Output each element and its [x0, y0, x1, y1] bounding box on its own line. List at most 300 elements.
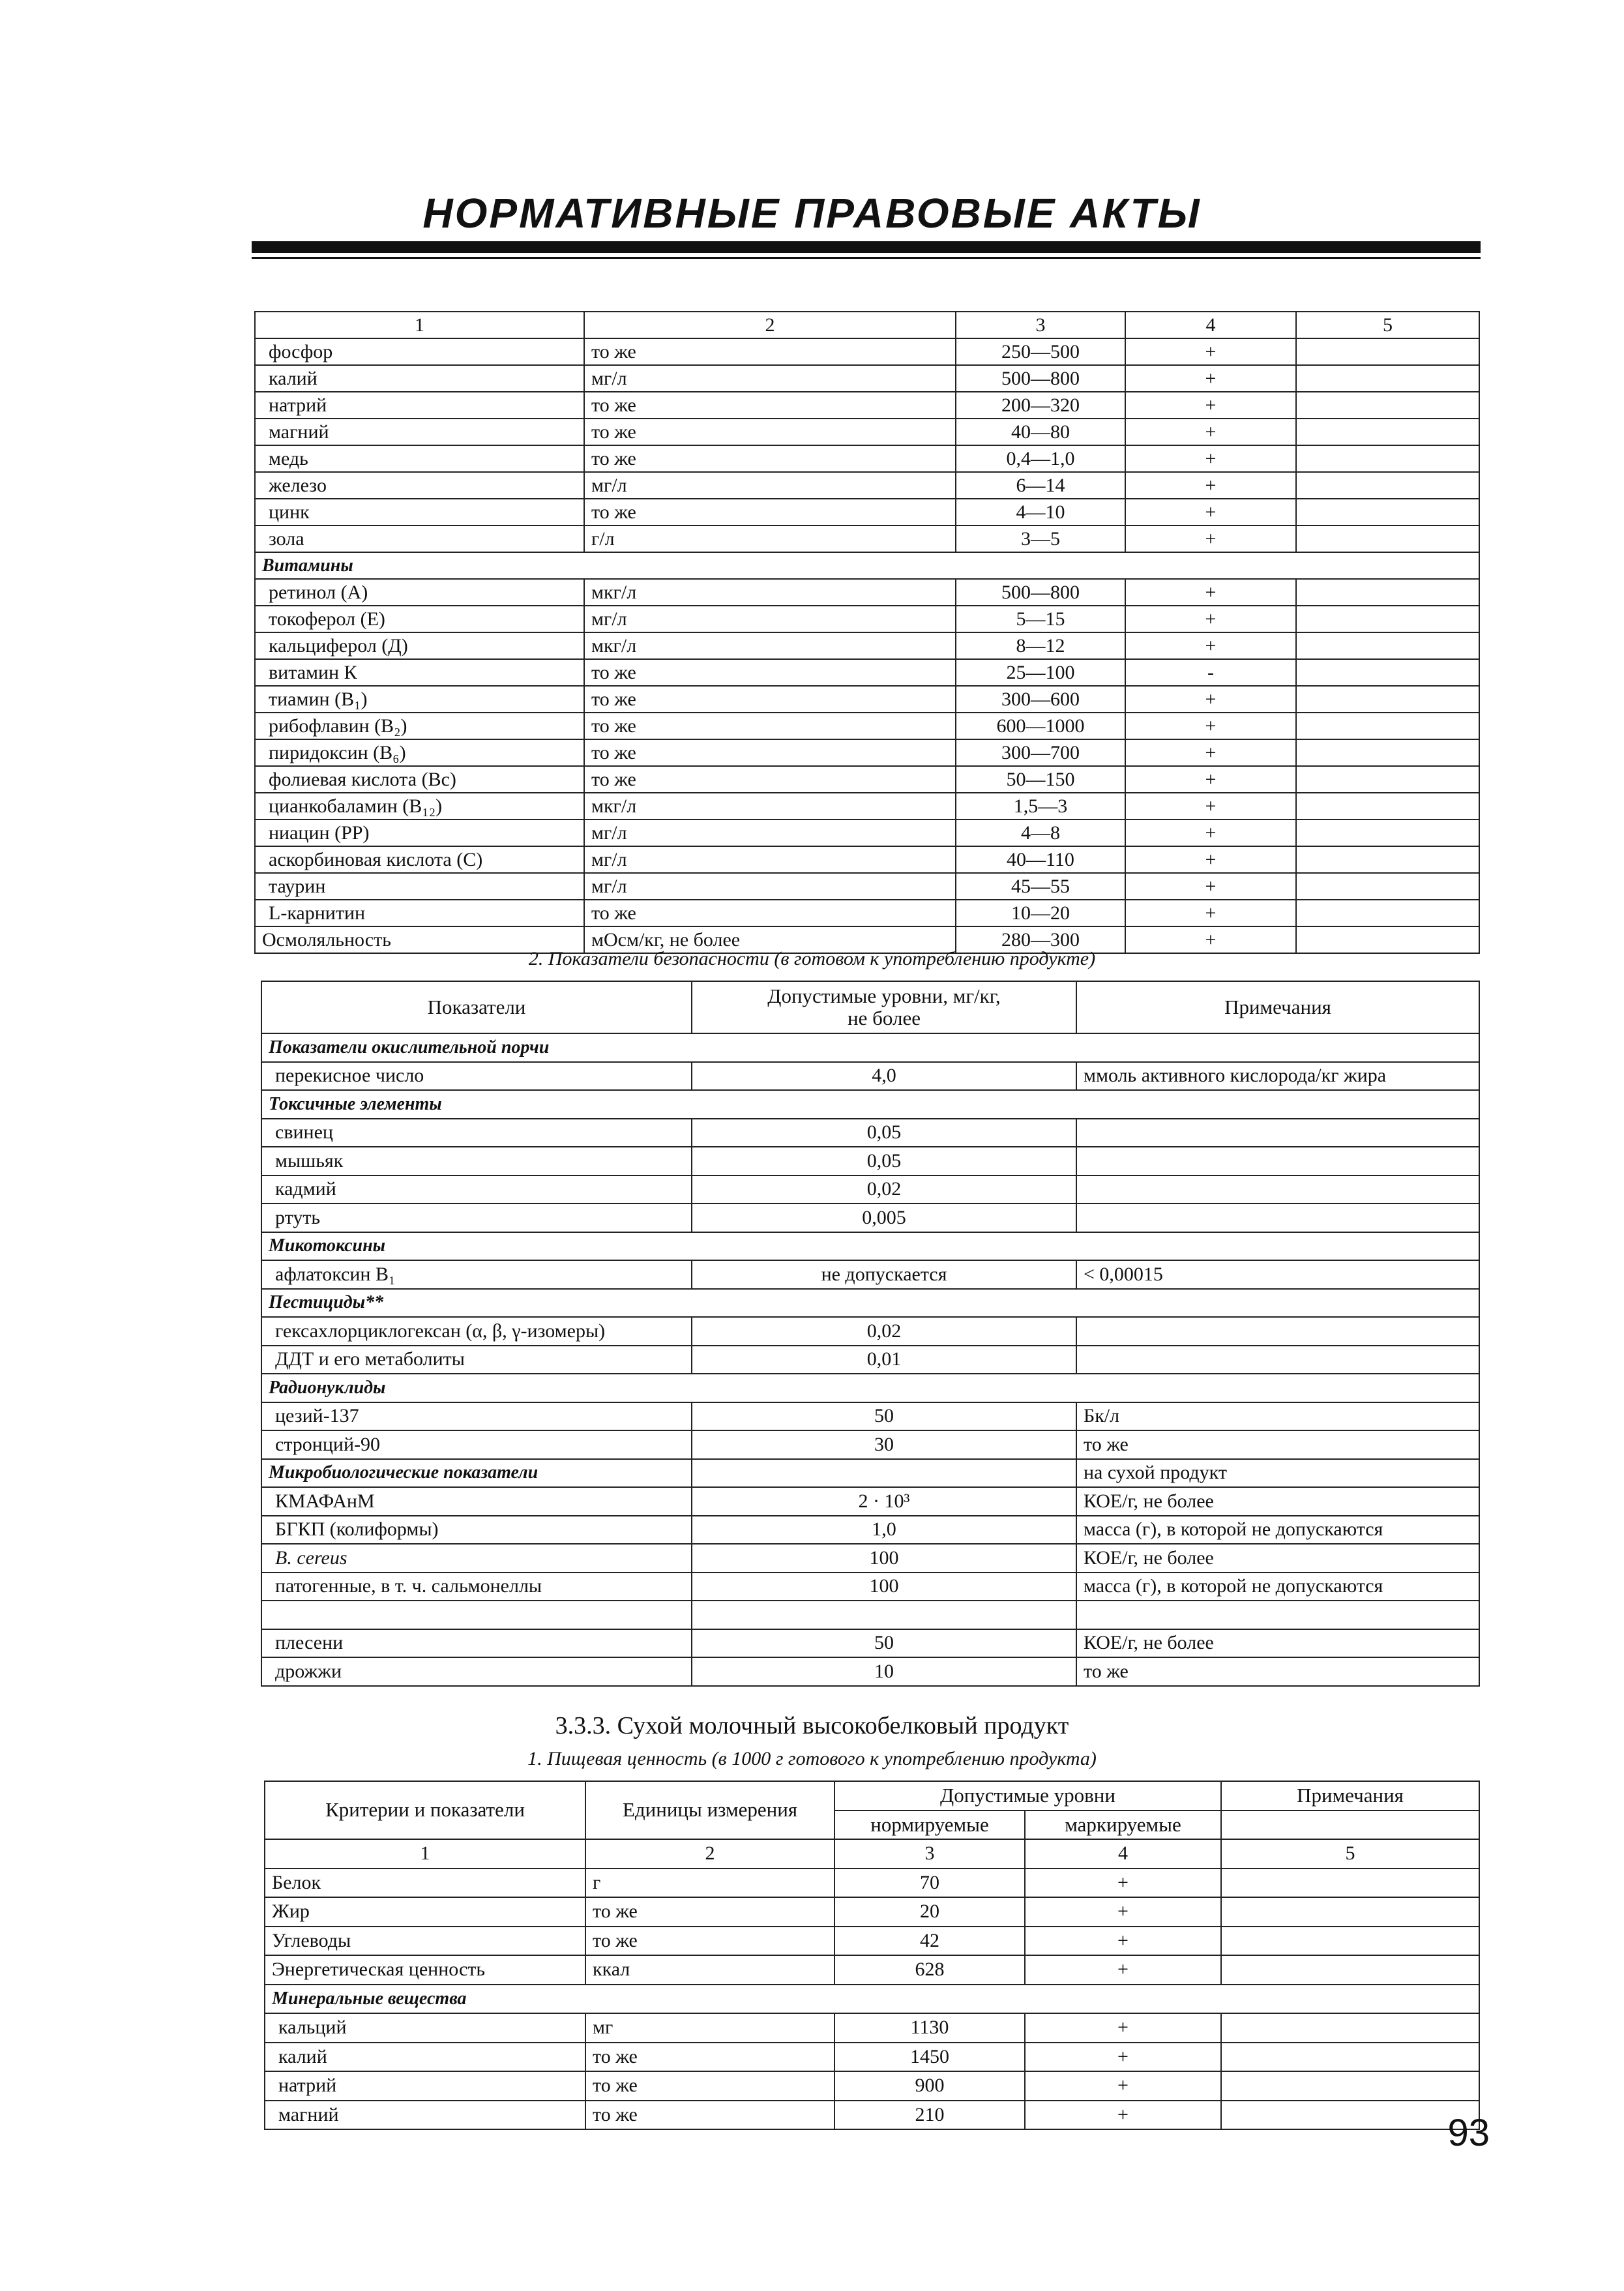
table-row [255, 846, 1479, 873]
range: 50—150 [956, 766, 1125, 793]
section-radionuclides: Радионуклиды [261, 1374, 1479, 1402]
note-cell [1076, 1346, 1479, 1374]
table-row [255, 659, 1479, 686]
indicator-name: стронций-90 [261, 1430, 692, 1459]
note-cell [1296, 445, 1479, 472]
nutrient-name: медь [255, 445, 584, 472]
note-cell [1296, 686, 1479, 713]
header-criteria: Критерии и показатели [265, 1781, 585, 1839]
unit: то же [584, 392, 956, 419]
labeled-mark: + [1025, 2101, 1221, 2130]
labeled-mark: + [1125, 606, 1296, 632]
section-note: на сухой продукт [1076, 1459, 1479, 1488]
labeled-mark: + [1025, 1869, 1221, 1898]
section-row [261, 1033, 1479, 1062]
note-cell [1221, 2013, 1479, 2043]
section-row [261, 1459, 1479, 1488]
unit: то же [585, 2071, 834, 2101]
normed-value: 70 [834, 1869, 1025, 1898]
section-row [261, 1232, 1479, 1261]
range: 200—320 [956, 392, 1125, 419]
permitted-level: 0,02 [692, 1317, 1076, 1346]
unit: мг/л [584, 820, 956, 846]
table-row [255, 900, 1479, 926]
table-column-numbers-row [265, 1839, 1479, 1869]
range: 40—110 [956, 846, 1125, 873]
note-cell [1296, 713, 1479, 739]
table-row [255, 632, 1479, 659]
permitted-level: 100 [692, 1544, 1076, 1573]
table-row [255, 766, 1479, 793]
note-cell [1221, 2043, 1479, 2072]
nutrient-name: витамин К [255, 659, 584, 686]
unit: мг/л [584, 873, 956, 900]
table-row [255, 739, 1479, 766]
unit: мг [585, 2013, 834, 2043]
note-cell: масса (г), в которой не допускаются [1076, 1516, 1479, 1545]
indicator-name: ДДТ и его метаболиты [261, 1346, 692, 1374]
normed-value: 1450 [834, 2043, 1025, 2072]
indicator-name: патогенные, в т. ч. сальмонеллы [261, 1573, 692, 1601]
column-number: 2 [585, 1839, 834, 1869]
nutrient-name: токоферол (Е) [255, 606, 584, 632]
permitted-level: 4,0 [692, 1062, 1076, 1091]
unit: мг/л [584, 606, 956, 632]
range: 40—80 [956, 419, 1125, 445]
table-row [255, 499, 1479, 525]
criterion-name: Жир [265, 1897, 585, 1927]
table-row [261, 1346, 1479, 1374]
unit: ккал [585, 1955, 834, 1985]
labeled-mark: + [1125, 338, 1296, 365]
labeled-mark: + [1125, 926, 1296, 953]
indicator-name: афлатоксин B₁ [261, 1260, 692, 1289]
permitted-level: 0,01 [692, 1346, 1076, 1374]
nutrient-name: натрий [255, 392, 584, 419]
note-cell [1296, 365, 1479, 392]
labeled-mark: + [1025, 1927, 1221, 1956]
table-row [255, 338, 1479, 365]
empty-cell [692, 1601, 1076, 1629]
table-row [255, 472, 1479, 499]
header-levels-line1: Допустимые уровни, мг/кг, [767, 984, 1001, 1007]
range: 8—12 [956, 632, 1125, 659]
note-cell [1076, 1204, 1479, 1232]
indicator-name: мышьяк [261, 1147, 692, 1175]
unit: мг/л [584, 846, 956, 873]
nutrient-name: пиридоксин (B₆) [255, 739, 584, 766]
column-number: 4 [1025, 1839, 1221, 1869]
nutrient-name: рибофлавин (B₂) [255, 713, 584, 739]
table-row [261, 1487, 1479, 1516]
permitted-level: 0,02 [692, 1175, 1076, 1204]
labeled-mark: + [1125, 392, 1296, 419]
note-cell: то же [1076, 1657, 1479, 1686]
unit: то же [584, 419, 956, 445]
range: 300—600 [956, 686, 1125, 713]
normed-value: 42 [834, 1927, 1025, 1956]
indicator-name: ртуть [261, 1204, 692, 1232]
permitted-level: 50 [692, 1402, 1076, 1431]
unit: то же [585, 1927, 834, 1956]
note-cell [1221, 1869, 1479, 1898]
criterion-name: кальций [265, 2013, 585, 2043]
section-vitamins: Витамины [255, 552, 1479, 579]
unit: мг/л [584, 365, 956, 392]
section-row [261, 1090, 1479, 1119]
table-row [261, 1657, 1479, 1686]
note-cell [1296, 419, 1479, 445]
labeled-mark: + [1125, 445, 1296, 472]
table-row [261, 1430, 1479, 1459]
header-rule [252, 241, 1481, 259]
note-cell [1296, 606, 1479, 632]
range: 0,4—1,0 [956, 445, 1125, 472]
labeled-mark: + [1125, 766, 1296, 793]
column-number: 3 [956, 312, 1125, 338]
note-cell [1296, 392, 1479, 419]
criterion-name: Углеводы [265, 1927, 585, 1956]
table-row [261, 1260, 1479, 1289]
section-row [261, 1289, 1479, 1318]
page-number: 93 [1447, 2112, 1490, 2154]
nutrient-table [254, 311, 1480, 954]
labeled-mark: + [1125, 793, 1296, 820]
range: 300—700 [956, 739, 1125, 766]
permitted-level: 10 [692, 1657, 1076, 1686]
unit: то же [584, 713, 956, 739]
column-number: 3 [834, 1839, 1025, 1869]
criterion-name: Энергетическая ценность [265, 1955, 585, 1985]
note-cell [1221, 2071, 1479, 2101]
table-row [255, 713, 1479, 739]
permitted-level: 50 [692, 1629, 1076, 1658]
table-row [255, 445, 1479, 472]
labeled-mark: + [1025, 2071, 1221, 2101]
nutrient-name: таурин [255, 873, 584, 900]
labeled-mark: + [1025, 2043, 1221, 2072]
header-notes-empty [1221, 1811, 1479, 1840]
unit: мОсм/кг, не более [584, 926, 956, 953]
note-cell [1296, 659, 1479, 686]
note-cell [1296, 873, 1479, 900]
permitted-level: 2 · 10³ [692, 1487, 1076, 1516]
unit: то же [584, 659, 956, 686]
labeled-mark: + [1125, 472, 1296, 499]
header-rule-thick [252, 241, 1481, 253]
nutrient-name: цианкобаламин (B₁₂) [255, 793, 584, 820]
nutrient-name: аскорбиновая кислота (C) [255, 846, 584, 873]
table-row [255, 419, 1479, 445]
header-units: Единицы измерения [585, 1781, 834, 1839]
permitted-level: 0,05 [692, 1119, 1076, 1147]
range: 4—8 [956, 820, 1125, 846]
nutrient-name: фолиевая кислота (Вс) [255, 766, 584, 793]
table-row [265, 1869, 1479, 1898]
note-cell: < 0,00015 [1076, 1260, 1479, 1289]
unit: то же [585, 1897, 834, 1927]
nutrition-table [264, 1781, 1480, 2130]
column-number: 1 [265, 1839, 585, 1869]
note-cell [1221, 1955, 1479, 1985]
unit: то же [584, 686, 956, 713]
table-row [255, 606, 1479, 632]
nutrient-name: зола [255, 525, 584, 552]
unit: то же [584, 338, 956, 365]
section-row [261, 1374, 1479, 1402]
indicator-name: БГКП (колиформы) [261, 1516, 692, 1545]
table-row [265, 2043, 1479, 2072]
note-cell [1296, 472, 1479, 499]
header-notes: Примечания [1221, 1781, 1479, 1811]
note-cell: ммоль активного кислорода/кг жира [1076, 1062, 1479, 1091]
safety-table [261, 981, 1480, 1687]
table-row [255, 873, 1479, 900]
note-cell: КОЕ/г, не более [1076, 1487, 1479, 1516]
note-cell: КОЕ/г, не более [1076, 1544, 1479, 1573]
labeled-mark: + [1125, 873, 1296, 900]
labeled-mark: + [1125, 900, 1296, 926]
nutrient-name: калий [255, 365, 584, 392]
range: 500—800 [956, 579, 1125, 606]
unit: мкг/л [584, 632, 956, 659]
indicator-name: гексахлорциклогексан (α, β, γ-изомеры) [261, 1317, 692, 1346]
nutrient-name: кальциферол (Д) [255, 632, 584, 659]
unit: то же [584, 766, 956, 793]
note-cell: масса (г), в которой не допускаются [1076, 1573, 1479, 1601]
range: 10—20 [956, 900, 1125, 926]
table-row [261, 1317, 1479, 1346]
empty-cell [261, 1601, 692, 1629]
section-row [265, 1985, 1479, 2014]
nutrient-name: Осмоляльность [255, 926, 584, 953]
table-row [265, 1897, 1479, 1927]
note-cell [1296, 632, 1479, 659]
table-row [255, 365, 1479, 392]
range: 1,5—3 [956, 793, 1125, 820]
header-levels: Допустимые уровни [834, 1781, 1221, 1811]
table-row [261, 1175, 1479, 1204]
nutrient-name: тиамин (B₁) [255, 686, 584, 713]
table-header-row [255, 312, 1479, 338]
nutrient-name: железо [255, 472, 584, 499]
table-row [255, 820, 1479, 846]
header-notes: Примечания [1076, 981, 1479, 1033]
range: 6—14 [956, 472, 1125, 499]
table-row [261, 1573, 1479, 1601]
table-row [255, 579, 1479, 606]
unit: мкг/л [584, 579, 956, 606]
note-cell: КОЕ/г, не более [1076, 1629, 1479, 1658]
nutrient-name: фосфор [255, 338, 584, 365]
table-row [261, 1544, 1479, 1573]
table-row [261, 1147, 1479, 1175]
header-indicators: Показатели [261, 981, 692, 1033]
note-cell: Бк/л [1076, 1402, 1479, 1431]
column-number: 1 [255, 312, 584, 338]
note-cell [1296, 793, 1479, 820]
table-row [261, 1629, 1479, 1658]
labeled-mark: + [1125, 739, 1296, 766]
header-rule-thin [252, 257, 1481, 259]
note-cell [1076, 1147, 1479, 1175]
note-cell [1076, 1317, 1479, 1346]
labeled-mark: + [1125, 525, 1296, 552]
note-cell [1296, 900, 1479, 926]
range: 3—5 [956, 525, 1125, 552]
indicator-name: цезий-137 [261, 1402, 692, 1431]
indicator-name: свинец [261, 1119, 692, 1147]
range: 45—55 [956, 873, 1125, 900]
labeled-mark: + [1125, 365, 1296, 392]
header-levels [692, 981, 1076, 1033]
range: 600—1000 [956, 713, 1125, 739]
nutrient-name: L-карнитин [255, 900, 584, 926]
labeled-mark: + [1025, 2013, 1221, 2043]
table-row [255, 525, 1479, 552]
labeled-mark: + [1125, 846, 1296, 873]
section-row [255, 552, 1479, 579]
unit: то же [584, 445, 956, 472]
table-row [261, 1402, 1479, 1431]
normed-value: 20 [834, 1897, 1025, 1927]
unit: г/л [584, 525, 956, 552]
range: 5—15 [956, 606, 1125, 632]
section-microbiology: Микробиологические показатели [261, 1459, 692, 1488]
permitted-level: 0,05 [692, 1147, 1076, 1175]
section-toxic-elements: Токсичные элементы [261, 1090, 1479, 1119]
range: 500—800 [956, 365, 1125, 392]
labeled-mark: + [1125, 820, 1296, 846]
column-number: 5 [1296, 312, 1479, 338]
column-number: 5 [1221, 1839, 1479, 1869]
column-number: 4 [1125, 312, 1296, 338]
note-cell [1296, 766, 1479, 793]
indicator-name: КМАФАнМ [261, 1487, 692, 1516]
note-cell [1296, 525, 1479, 552]
permitted-level: 30 [692, 1430, 1076, 1459]
table-row [265, 2013, 1479, 2043]
table-row [265, 2071, 1479, 2101]
note-cell [1296, 739, 1479, 766]
labeled-mark: - [1125, 659, 1296, 686]
table-row [255, 392, 1479, 419]
permitted-level: 100 [692, 1573, 1076, 1601]
safety-table-caption: 2. Показатели безопасности (в готовом к употреблению продукте) [528, 948, 1096, 969]
table-row [261, 1119, 1479, 1147]
note-cell [1296, 338, 1479, 365]
section-oxidation: Показатели окислительной порчи [261, 1033, 1479, 1062]
header-normed: нормируемые [834, 1811, 1025, 1840]
labeled-mark: + [1125, 499, 1296, 525]
normed-value: 1130 [834, 2013, 1025, 2043]
criterion-name: магний [265, 2101, 585, 2130]
table-row [261, 1204, 1479, 1232]
note-cell [1076, 1119, 1479, 1147]
criterion-name: калий [265, 2043, 585, 2072]
nutrient-name: магний [255, 419, 584, 445]
range: 250—500 [956, 338, 1125, 365]
unit: мг/л [584, 472, 956, 499]
normed-value: 900 [834, 2071, 1025, 2101]
column-number: 2 [584, 312, 956, 338]
section-pesticides: Пестициды** [261, 1289, 1479, 1318]
indicator-name: плесени [261, 1629, 692, 1658]
criterion-name: натрий [265, 2071, 585, 2101]
page-header-title: НОРМАТИВНЫЕ ПРАВОВЫЕ АКТЫ [422, 190, 1202, 237]
labeled-mark: + [1125, 579, 1296, 606]
table-row [265, 1955, 1479, 1985]
note-cell [1221, 1897, 1479, 1927]
normed-value: 210 [834, 2101, 1025, 2130]
unit: г [585, 1869, 834, 1898]
note-cell: то же [1076, 1430, 1479, 1459]
labeled-mark: + [1125, 713, 1296, 739]
labeled-mark: + [1125, 632, 1296, 659]
range: 280—300 [956, 926, 1125, 953]
unit: то же [585, 2101, 834, 2130]
note-cell [1076, 1175, 1479, 1204]
unit: то же [584, 900, 956, 926]
permitted-level: 0,005 [692, 1204, 1076, 1232]
note-cell [1296, 846, 1479, 873]
header-marked: маркируемые [1025, 1811, 1221, 1840]
unit: то же [585, 2043, 834, 2072]
table-row [261, 1516, 1479, 1545]
empty-cell [1076, 1601, 1479, 1629]
unit: то же [584, 739, 956, 766]
range: 4—10 [956, 499, 1125, 525]
criterion-name: Белок [265, 1869, 585, 1898]
note-cell [1296, 579, 1479, 606]
section-heading: 3.3.3. Сухой молочный высокобелковый продукт [555, 1712, 1069, 1739]
table-row [255, 793, 1479, 820]
header-levels-line2: не более [848, 1007, 921, 1029]
note-cell [1221, 1927, 1479, 1956]
empty-cell [692, 1459, 1076, 1488]
labeled-mark: + [1125, 419, 1296, 445]
nutrient-name: цинк [255, 499, 584, 525]
table-row [265, 2101, 1479, 2130]
labeled-mark: + [1025, 1955, 1221, 1985]
table-row [265, 1927, 1479, 1956]
labeled-mark: + [1025, 1897, 1221, 1927]
note-cell [1296, 820, 1479, 846]
indicator-name: дрожжи [261, 1657, 692, 1686]
permitted-level: не допускается [692, 1260, 1076, 1289]
table-row [261, 1601, 1479, 1629]
unit: то же [584, 499, 956, 525]
table-header-row [261, 981, 1479, 1033]
unit: мкг/л [584, 793, 956, 820]
note-cell [1296, 499, 1479, 525]
nutrient-name: ниацин (PP) [255, 820, 584, 846]
section-mycotoxins: Микотоксины [261, 1232, 1479, 1261]
indicator-name: перекисное число [261, 1062, 692, 1091]
table-row [255, 686, 1479, 713]
nutrient-name: ретинол (А) [255, 579, 584, 606]
indicator-name: B. cereus [261, 1544, 692, 1573]
nutrition-table-caption: 1. Пищевая ценность (в 1000 г готового к употреблению продукта) [527, 1748, 1097, 1769]
indicator-name: кадмий [261, 1175, 692, 1204]
normed-value: 628 [834, 1955, 1025, 1985]
table-header-row [265, 1781, 1479, 1811]
labeled-mark: + [1125, 686, 1296, 713]
permitted-level: 1,0 [692, 1516, 1076, 1545]
table-row [261, 1062, 1479, 1091]
range: 25—100 [956, 659, 1125, 686]
section-minerals: Минеральные вещества [265, 1985, 1479, 2014]
